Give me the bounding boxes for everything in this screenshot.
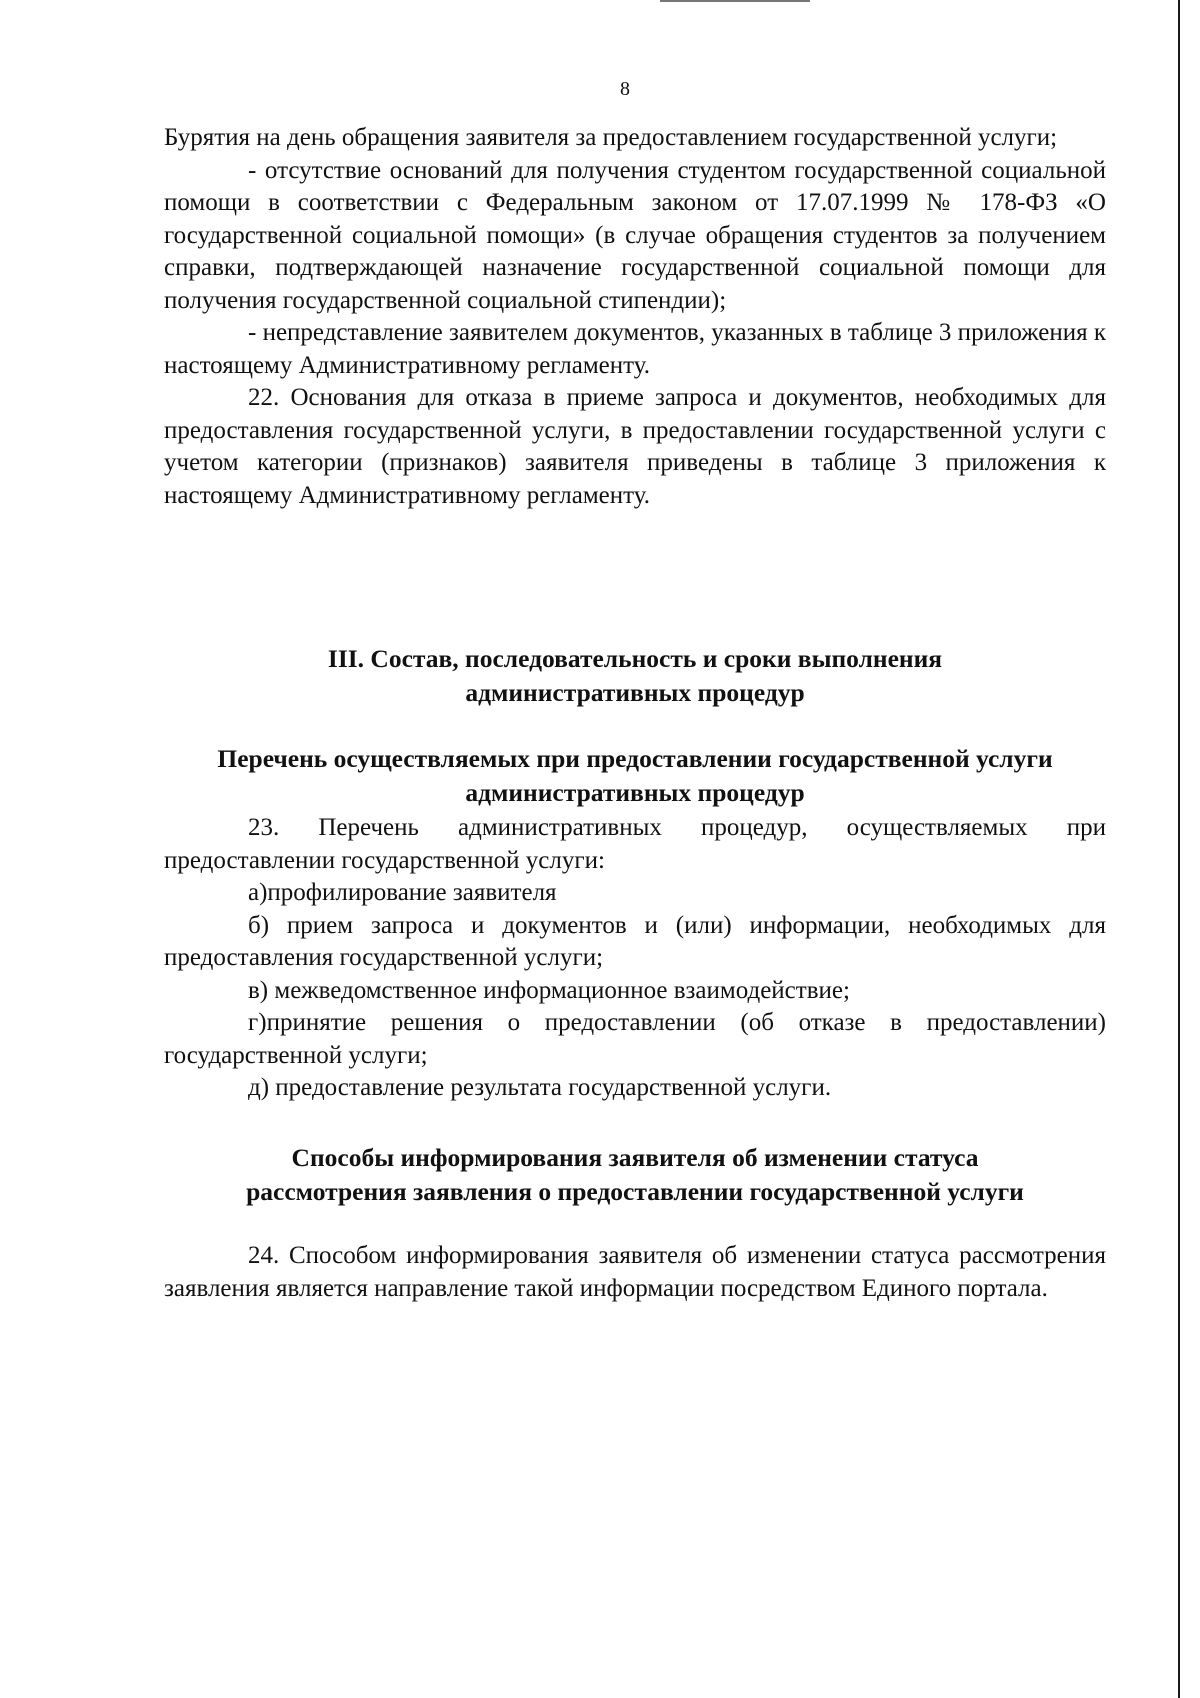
inform-methods-title-line1: Способы информирования заявителя об изменении статуса: [291, 1143, 979, 1172]
procedure-item-a: а)профилирование заявителя: [248, 879, 557, 906]
procedure-item-g: г)принятие решения о предоставлении (об отказе в предоставлении) государственной услуги;: [164, 1009, 1106, 1069]
procedure-item-b: б) прием запроса и документов и (или) информации, необходимых для предоставления государственной услуги;: [164, 911, 1106, 971]
text-block-inform: [164, 1240, 1106, 1305]
section-3-title-line2: административных процедур: [465, 678, 805, 707]
scan-top-mark: [660, 0, 810, 2]
page-number: 8: [620, 78, 630, 100]
section-3-title-line1: III. Состав, последовательность и сроки выполнения: [327, 644, 943, 673]
procedure-item-v: в) межведомственное информационное взаимодействие;: [248, 976, 850, 1004]
paragraph-23: 23. Перечень административных процедур, осуществляемых при предоставлении государственной услуги:: [164, 814, 1106, 874]
procedure-item-d: д) предоставление результата государственной услуги.: [248, 1074, 832, 1101]
inform-methods-title-line2: рассмотрения заявления о предоставлении государственной услуги: [246, 1177, 1024, 1206]
paragraph-22: 22. Основания для отказа в приеме запроса и документов, необходимых для предоставления государственной услуги, в предоставлении государственной услуги с учетом категории (признаков) заявителя приведены в таблице 3 приложения к настоящему Административному регламенту.: [164, 384, 1106, 509]
paragraph-no-grounds: - отсутствие оснований для получения студентом государственной социальной помощи в соответствии с Федеральным законом от 17.07.1999 № 178-ФЗ «О государственной социальной помощи» (в случае обращения студентов за получением справки, подтверждающей назначение государственной социальной помощи для получения государственной социальной стипендии);: [164, 156, 1106, 314]
section-3-heading: [160, 642, 1110, 710]
paragraph-no-documents: - непредставление заявителем документов, указанных в таблице 3 приложения к настоящему Административному регламенту.: [164, 319, 1106, 379]
paragraph-buryatia: Бурятия на день обращения заявителя за предоставлением государственной услуги;: [164, 124, 1058, 151]
procedures-list-heading: [160, 742, 1110, 810]
text-block-procedures: [164, 812, 1106, 1105]
text-block-conditions: [164, 122, 1106, 512]
procedures-list-title-line2: административных процедур: [465, 778, 805, 807]
paragraph-24: 24. Способом информирования заявителя об изменении статуса рассмотрения заявления является направление такой информации посредством Единого портала.: [164, 1242, 1106, 1302]
scan-edge-line: [1178, 0, 1180, 1698]
procedures-list-title-line1: Перечень осуществляемых при предоставлении государственной услуги: [217, 744, 1053, 773]
inform-methods-heading: [160, 1141, 1110, 1209]
